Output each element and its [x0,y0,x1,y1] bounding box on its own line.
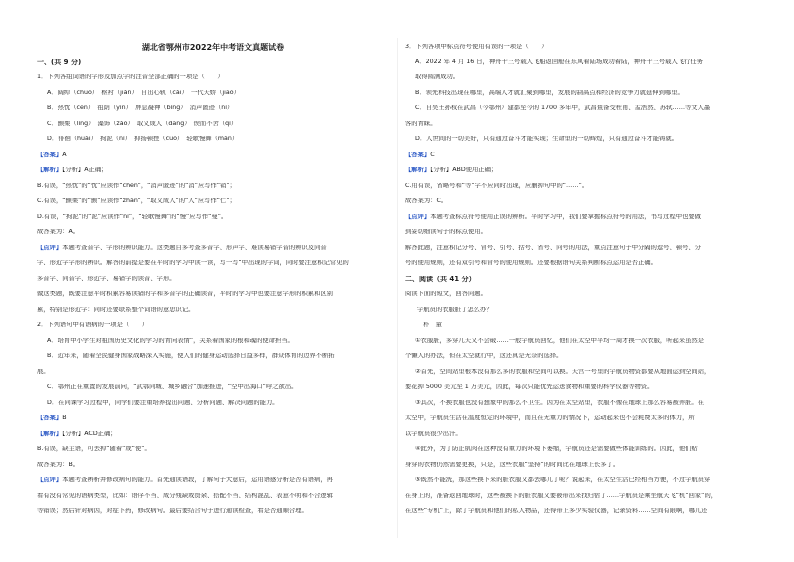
q2-conclusion: 故答案为：B。 [37,462,80,468]
paragraph-4-line-1: ④此外，为了防止肌肉在这种没有重力的环境下萎缩，宇航员还是需要做些体能训练的。因此，他们贴 [415,446,698,452]
q2-analysis-b: B.有误，缺主语，可去掉“随着”或“使”。 [37,446,151,452]
q3-option-a-cont: 取得圆满成功。 [415,74,460,80]
paragraph-5-line-2: 在身上的，准备返回地球时，这些被换下的脏衣服又要被带出来找归宿了……宇航员是乘坐航天飞“机”回家”的， [405,493,718,499]
q1-analysis-c: C.有误，“颤栗”的“颤”应读作“zhàn”，“取义成人”的“人”应写作“仁”； [37,198,236,204]
q1-comment-2: 字、形近字字形的辨识。解答的前提是要在平时的学习中读一读，写一写“中出现的字词，同时要注意积记常见的 [37,260,349,266]
q1-conclusion: 故答案为：A。 [37,229,80,235]
analysis-label: 【解析】 [37,167,63,173]
comment-text: 本题考查辨析并修改病句的能力。首先通读语段，了解句子大意后，运用语感分析是否有语病，再 [62,477,333,483]
paragraph-4-line-2: 身穿的衣物仍然需要更换，只是，这些衣服“坚持”的时间比在地球上长多了。 [405,462,620,468]
q2-option-c: C．鄂州正在重置的发展前向，“武鄂同城、城乡融合”加速推进，“空中出海口”呼之欲出。 [47,384,298,390]
q2-option-b: B．近年来，随着全民健身国家战略深入实施，使人们的健身运动选择日益多样，群众体育的边界不断拓 [47,353,335,359]
analysis-text: 【分析】ABD使用正确； [430,167,498,173]
q2-option-d: D．在同课学习过程中，同学们要注重培养提出问题、分析问题、解决问题的能力。 [47,400,279,406]
analysis-text: 【分析】A正确； [62,167,108,173]
passage-author: 朴 童 [423,322,442,328]
paragraph-3-line-1: ③其次，不换衣服也没有想象中的那么不卫生。因为在太空站里，衣服不像在地球上那么容易被弄脏。在 [415,400,705,406]
q2-comment-1 [37,477,333,483]
comment-label: 【点评】 [37,245,63,251]
analysis-label: 【解析】 [37,431,63,437]
answer-value: A [62,152,67,158]
q2-comment-2: 看有没有常见的语病类型，比如：语序不当、成分残缺或赘余、搭配不当、结构混乱、表意不明和不合逻辑 [37,493,333,499]
answer-label: 【答案】 [405,152,431,158]
paragraph-2-line-2: 要花掉 5000 美元至 1 万美元，因此，每次只能优先运送食物和重要的科学仪器等物资。 [405,384,654,390]
comment-text: 本题考查音字、字形的辨识能力。这类题目多考查多音字、形声字、难读易错字音的辨识及同音 [62,245,327,251]
paragraph-1-line-2: 个懒人的办法，但在太空就行中，这还真是无奈的选择。 [405,353,563,359]
reading-intro: 阅读下面的短文，回答问题。 [405,291,487,297]
paragraph-1-line-1: ①衣服脏，多穿几天又不会破……一般宇航员回忆，他们在太空中平均一周才换一次衣服，听起来虽然是 [415,338,705,344]
q1-comment-5: 累，特别是形近字：同时还要联系整个词语的意思识记。 [37,307,195,313]
q3-option-c-cont: 客的青睐。 [405,121,437,127]
q1-comment-3: 多音字、同音字、形近字、易错字的读音、字形。 [37,276,176,282]
q1-option-b: B．热忱（cén） 祖荫（yìn） 屏息凝神（bǐng） 消声匿迹（nì） [47,105,234,111]
q3-option-c: C．自吴王孙权在武昌（今鄂州）建都至今的 1700 多年中，武昌鱼备受杜甫、孟浩然、苏轼……等文人墨 [415,105,711,111]
q3-analysis-head [405,167,497,173]
passage-title: 宇航员的衣服脏了怎么办？ [417,307,493,313]
q2-option-b-cont: 展。 [37,369,50,375]
q3-comment-3: 解答此题，注意积记分号、冒号、引号、括号、省号、问号的用法，重点注意句子中分隔的逗号、顿号、分 [405,245,701,251]
q3-option-b: B．领先科技出现在哪里，高端人才就汇聚到哪里，发展的制高点和经济的竞争力就延伸到哪里。 [415,90,684,96]
paragraph-5-line-1: ⑤既然不能洗，那这些换下来的脏衣服又都去哪儿了呢？说起来，在太空生活已经相当方便，不过宇航员穿 [415,477,711,483]
q3-comment-1 [405,214,701,220]
question-2: 2．下列语句中有语病的一项是（ ） [37,322,149,328]
question-1: 1．下列各组词语的字形及加点字的注音全部正确的一项是（ ） [37,74,224,80]
q1-analysis-d: D.有误，“拘泥”的“泥”应读作“nì”，“轻歌慢舞”的“慢”应写作“曼”。 [37,214,228,220]
q1-option-c: C．颤栗（lǐng） 藻饰（zǎo） 取义成人（dāng） 锲而不舍（qì） [47,121,238,127]
analysis-label: 【解析】 [405,167,431,173]
answer-value: C [430,152,435,158]
question-3: 3．下列各项中标点符号使用有误的一项是（ ） [405,44,548,50]
paragraph-2-line-1: ②首先，空间站里根本没有那么多的衣服和空间可以换。天宫一号里的宇航员物资都要从地面运到空间站， [415,369,711,375]
answer-label: 【答案】 [37,415,63,421]
answer-label: 【答案】 [37,152,63,158]
comment-label: 【点评】 [37,477,63,483]
paragraph-3-line-3: 以宇航员很少出汗。 [405,431,462,437]
q2-answer [37,415,67,421]
comment-label: 【点评】 [405,214,431,220]
q3-comment-4: 号的使用规则，还有双引号和冒号的使用规则。还要根据语句关系判断标点运用是否正确。 [405,260,657,266]
q3-conclusion: 故答案为：C。 [405,198,448,204]
comment-text: 本题考查标点符号使用正误的辨析。平时学习中，我们要掌握标点符号的用法，书写过程中也要做 [430,214,701,220]
section-2-heading: 二、阅读（共 41 分） [405,276,476,283]
paragraph-5-line-3: 在这些“专机”上，除了宇航员和他们的私人物品，还得带上多少实验仪器，记录资料……空间有限啊，哪儿还 [405,508,708,514]
exam-title: 湖北省鄂州市2022年中考语文真题试卷 [141,43,285,52]
q1-comment-1 [37,245,327,251]
q3-option-d: D．人世间的一切美好，只有通过奋斗才能实现；生命里的一切辉煌，只有通过奋斗才能铸就。 [415,136,679,142]
q2-analysis-head [37,431,117,437]
q1-option-a: A．阔绰（chuò） 枢衬（jiàn） 自出心轨（cái） 一代天娇（jiāo） [47,90,240,96]
q1-answer [37,152,67,158]
q1-option-d: D．徘徊（huái） 拘泥（nì） 抑扬顿挫（cuò） 轻歌慢舞（màn） [47,136,239,142]
section-1-heading: 一、(共 9 分) [37,59,82,66]
q3-option-a: A．2022 年 4 月 16 日，神舟十三号载人飞船返回舱在东风着陆场成功着陆，神舟十三号载人飞行任务 [415,59,703,65]
answer-value: B [62,415,67,421]
paragraph-3-line-2: 太空中，宇航员生活在温度恒定的环境中，而且在无重力的情况下，运动起来也不会耗费太多的体力，所 [405,415,695,421]
column-divider [397,38,398,538]
q1-analysis-b: B.有误，“热忱”的“忱”应读作“chén”，“消声匿迹”的“消”应写作“销”； [37,183,236,189]
q3-analysis-c: C.用有误，省略号和“等”字不应同时出现，应删掉句中的“……”。 [405,183,589,189]
q2-comment-3: 等错误；然后针对病因，对症下药，修改病句。最后要结合句子进行通读检查，看是否通顺合理。 [37,508,308,514]
q3-comment-2: 到妥切细读句子的标点使用。 [405,229,487,235]
analysis-text: 【分析】ACD正确； [62,431,117,437]
q3-answer [405,152,435,158]
q1-comment-4: 做这类题，既要注意平时积累容易读错的字和多音字的正确读音，平时的学习中也要注意字形的积累和区别 [37,291,333,297]
q2-option-a: A．培育中小学生对祖国历史文化的学习的青向表情”，关系着国家的根和魂的使命担当。 [47,338,294,344]
q1-analysis-head [37,167,107,173]
